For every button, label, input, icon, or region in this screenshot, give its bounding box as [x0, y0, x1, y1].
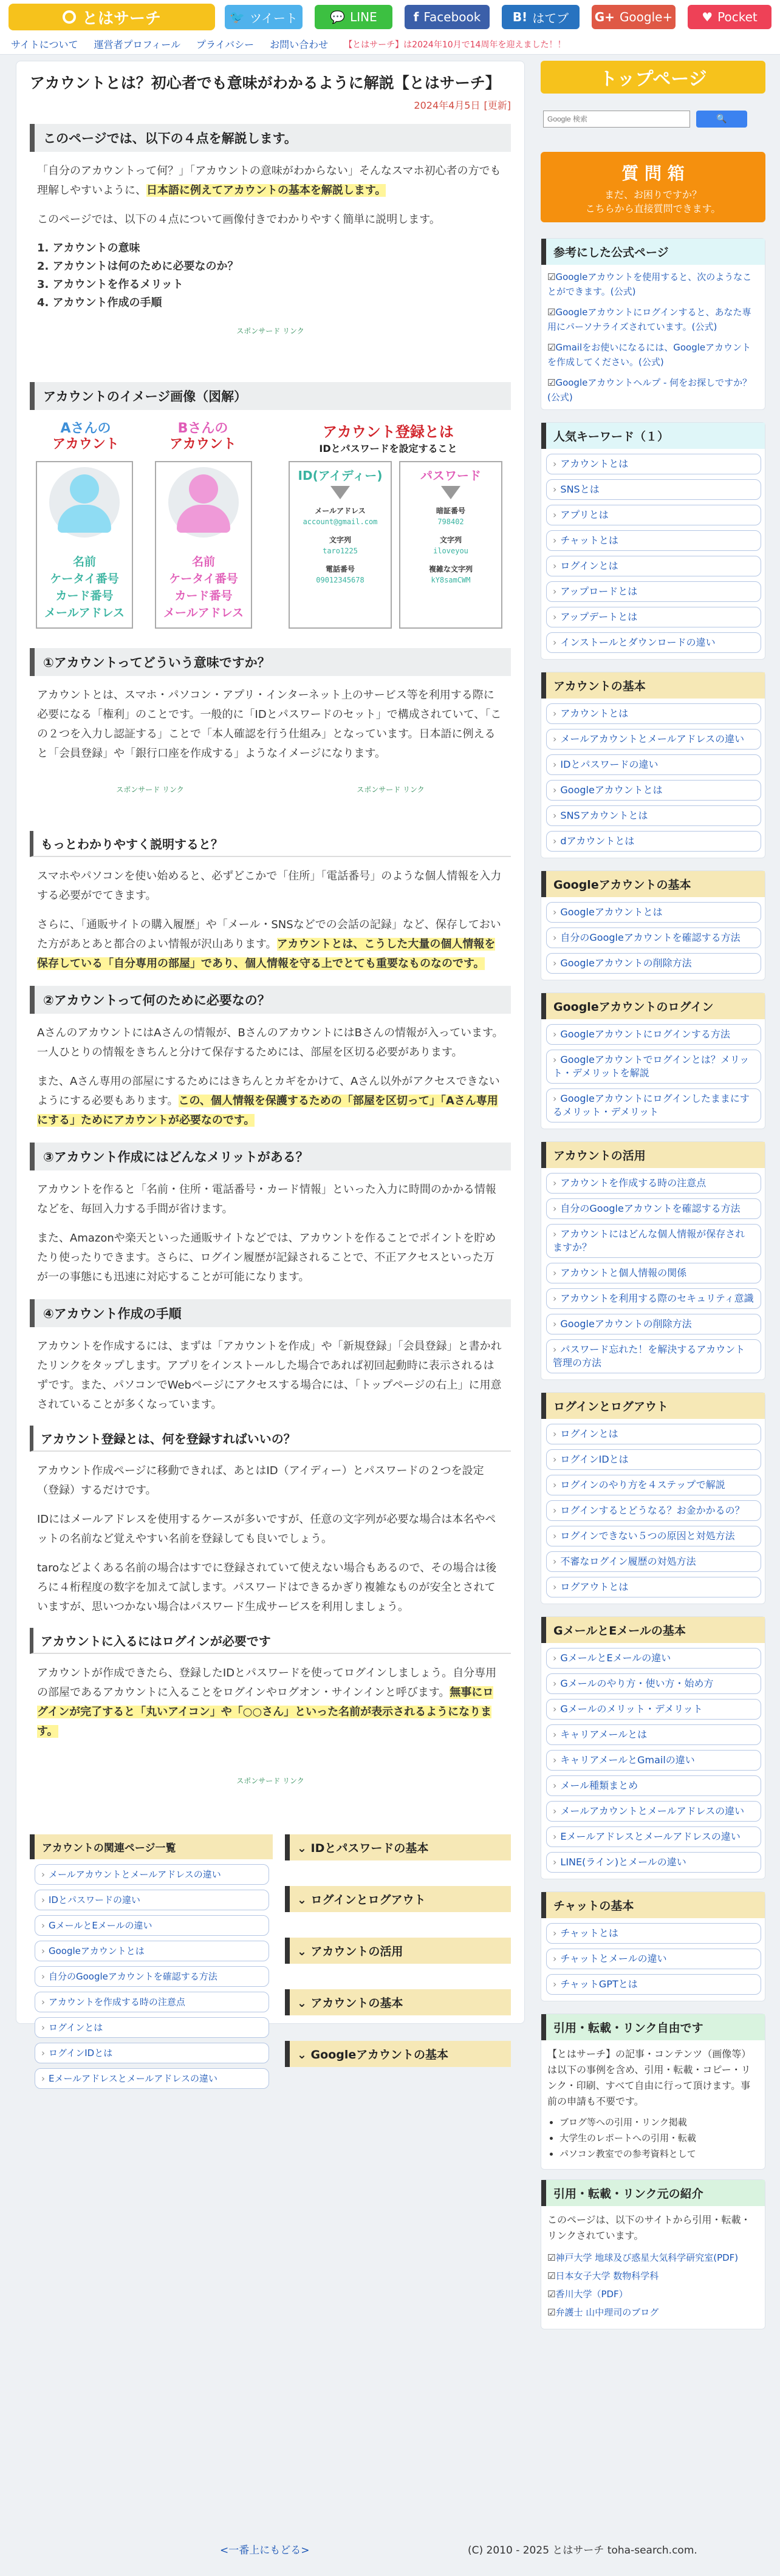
list-item: • パソコン教室での参考資料として	[559, 2146, 759, 2162]
related-link[interactable]: › Eメールアドレスとメールアドレスの違い	[35, 2068, 269, 2089]
a-account-label	[43, 421, 128, 453]
intro-paragraph-2: このページでは、以下の４点について画像付きでわかりやすく簡単に説明します。	[37, 213, 440, 226]
quote-paragraph: 【とはサーチ】の記事・コンテンツ（画像等）は以下の事例を含め、引用・転載・コピー・リンク・印刷、すべて自由に行って頂けます。事前の申請も不要です。	[547, 2048, 751, 2107]
a-info-list	[37, 553, 132, 621]
facebook-button[interactable]	[405, 5, 490, 29]
site-logo[interactable]	[9, 4, 215, 30]
hatena-button[interactable]	[502, 5, 580, 29]
external-link-icon: ☑	[547, 2252, 556, 2263]
official-box	[541, 238, 765, 410]
chevron-down-icon: ⌄	[297, 1945, 311, 1958]
accordion-label: アカウントの基本	[310, 1997, 403, 2010]
nav-privacy[interactable]: プライバシー	[196, 39, 255, 50]
google-heading: Googleアカウントの基本	[541, 871, 765, 897]
intro-highlight: 日本語に例えてアカウントの基本を解説します。	[146, 184, 386, 197]
external-link-icon: ☑	[547, 272, 556, 282]
sidebar-item[interactable]: › チャットとは	[546, 1923, 761, 1944]
official-list	[541, 265, 765, 405]
sidebar-item[interactable]: › アップロードとは	[546, 581, 761, 602]
official-link-text[interactable]: Googleアカウントにログインすると、あなた専用にパーソナライズされています。(公式)	[547, 307, 751, 332]
source-box	[541, 2179, 765, 2329]
sidebar-item[interactable]: › アカウントと個人情報の関係	[546, 1263, 761, 1283]
s4c-heading: アカウントに入るにはログインが必要です	[30, 1628, 511, 1654]
s2-highlight: この、個人情報を保護するための「部屋を区切って」「Aさん専用にする」ためにアカウントが必要なのです。	[37, 1095, 498, 1127]
sidebar-item[interactable]: › 自分のGoogleアカウントを確認する方法	[546, 928, 761, 948]
s1b-paragraph-2	[37, 915, 504, 974]
official-link-text[interactable]: Googleアカウントヘルプ - 何をお探しですか？(公式)	[547, 377, 752, 403]
sponsor-row	[30, 784, 511, 794]
id-phone-label: 電話番号	[325, 565, 355, 573]
sidebar-item[interactable]: › SNSアカウントとは	[546, 805, 761, 826]
a-line: 名前	[72, 555, 96, 569]
account-illustration	[30, 417, 511, 636]
pw-text: iloveyou	[433, 547, 468, 555]
search-form	[541, 111, 765, 128]
bird-icon: 🐦	[230, 10, 245, 24]
official-link-text[interactable]: Gmailをお使いになるには、Googleアカウントを作成してください。(公式)	[547, 342, 751, 367]
s2-heading: ②アカウントって何のために必要なの？	[30, 986, 511, 1014]
sponsor-label: スポンサード リンク	[236, 1777, 304, 1785]
official-link[interactable]	[547, 375, 759, 405]
sidebar-item[interactable]: › Googleアカウントとは	[546, 780, 761, 801]
source-link-text[interactable]: 日本女子大学 数物科学科	[555, 2270, 659, 2281]
sidebar-item[interactable]: › ログインとは	[546, 556, 761, 576]
nav-about[interactable]: サイトについて	[11, 39, 78, 50]
tweet-button[interactable]	[225, 5, 303, 29]
sidebar-item[interactable]: › Eメールアドレスとメールアドレスの違い	[546, 1826, 761, 1847]
s3-paragraph-2: また、Amazonや楽天といった通販サイトなどでは、アカウントを作ることでポイントを貯めたり使ったりできます。さらに、ログイン履歴が記録されることで、不正アクセスといった万が一の事態にも迅速に対応することが可能になります。	[37, 1232, 496, 1283]
sidebar-item[interactable]: › LINE(ライン)とメールの違い	[546, 1852, 761, 1873]
id-text: taro1225	[323, 547, 358, 555]
official-link-text[interactable]: Googleアカウントを使用すると、次のようなことができます。(公式)	[547, 272, 752, 297]
glogin-box	[541, 992, 765, 1129]
source-link[interactable]	[547, 2285, 759, 2303]
sidebar	[541, 61, 765, 2329]
s1-heading: ①アカウントってどういう意味ですか？	[30, 648, 511, 676]
pw-complex-label: 複雑な文字列	[428, 565, 473, 573]
accordion-basic[interactable]	[285, 1989, 511, 2015]
sidebar-item[interactable]: › メールアカウントとメールアドレスの違い	[546, 729, 761, 750]
footer	[0, 2533, 780, 2576]
chat-heading: チャットの基本	[541, 1892, 765, 1918]
intro-heading: このページでは、以下の４点を解説します。	[30, 124, 511, 152]
question-title: 質 問 箱	[621, 163, 685, 183]
sidebar-item[interactable]: › ログインするとどうなる？お金かかるの？	[546, 1500, 761, 1521]
chevron-down-icon: ⌄	[297, 1842, 311, 1855]
google-box	[541, 870, 765, 980]
id-title: ID(アイディー)	[298, 468, 383, 483]
news-ticker: 【とはサーチ】は2024年10月で14周年を迎えました！！	[344, 39, 566, 50]
avatar-icon	[70, 474, 99, 504]
s4-heading: ④アカウント作成の手順	[30, 1299, 511, 1327]
s1b-text: さらに、「通販サイトの購入履歴」や「メール・SNSなどでの会話の記録」など、保存しておいた方があとあと都合のよい情報が沢山あります。	[37, 918, 501, 951]
sidebar-item[interactable]: › アプリとは	[546, 505, 761, 525]
external-link-icon: ☑	[547, 2270, 556, 2281]
search-input[interactable]	[543, 111, 690, 128]
id-text-label: 文字列	[329, 536, 351, 544]
share-label: Pocket	[717, 10, 758, 24]
share-label: Google+	[619, 10, 673, 24]
global-nav	[0, 34, 780, 55]
popular-box	[541, 422, 765, 660]
a-line: カード番号	[55, 589, 114, 603]
related-link[interactable]: › GメールとEメールの違い	[35, 1915, 269, 1936]
related-link[interactable]: › Googleアカウントとは	[35, 1941, 269, 1961]
intro-paragraph	[37, 162, 504, 200]
official-link[interactable]	[547, 270, 759, 299]
logo-text: とはサーチ	[81, 9, 161, 28]
sidebar-item[interactable]: › アップデートとは	[546, 607, 761, 627]
sidebar-item[interactable]: › ログアウトとは	[546, 1577, 761, 1597]
s4-paragraph: アカウントを作成するには、まずは「アカウントを作成」や「新規登録」「会員登録」と書かれたリンクをタップします。アプリをインストールした場合であれば初回起動時に表示されるはずです。また、パソコンでWebページにアクセスする場合には、「トップページの右上」に用意されていることが多くなっています。	[37, 1340, 502, 1411]
sidebar-item[interactable]: › メールアカウントとメールアドレスの違い	[546, 1801, 761, 1822]
share-label: はてブ	[532, 10, 569, 26]
pocket-button[interactable]	[688, 5, 771, 29]
id-phone: 09012345678	[316, 576, 364, 584]
arrow-down-icon	[441, 486, 460, 499]
source-heading: 引用・転載・リンク元の紹介	[541, 2180, 765, 2206]
chat-bubble-icon: 💬	[330, 10, 346, 24]
s1b-highlight: アカウントとは、こうした大量の個人情報を保存している「自分専用の部屋」であり、個人情報を守る上でとても重要なものなのです。	[37, 938, 496, 970]
sidebar-item[interactable]: › チャットとメールの違い	[546, 1949, 761, 1969]
hatena-icon: B!	[512, 10, 528, 24]
a-sub: アカウント	[52, 437, 119, 452]
chat-box	[541, 1891, 765, 2001]
id-mail: account@gmail.com	[303, 518, 378, 526]
source-link-text[interactable]: 香川大学（PDF）	[555, 2289, 628, 2300]
list-item: • 大学生のレポートへの引用・転載	[559, 2130, 759, 2146]
s2-paragraph-2	[37, 1072, 504, 1130]
related-link[interactable]: › ログインIDとは	[35, 2043, 269, 2063]
sidebar-item[interactable]: › ログインのやり方を４ステップで解説	[546, 1475, 761, 1495]
b-title: Bさんの	[177, 421, 228, 436]
sidebar-item[interactable]: › GメールとEメールの違い	[546, 1648, 761, 1669]
sidebar-item[interactable]: › アカウントとは	[546, 454, 761, 474]
popular-heading: 人気キーワード（１）	[541, 423, 765, 449]
pw-text-label: 文字列	[439, 536, 462, 544]
official-link[interactable]	[547, 305, 759, 334]
top-page-button[interactable]: トップページ	[541, 61, 765, 94]
s4c-paragraph	[37, 1664, 504, 1741]
sidebar-item[interactable]: › 自分のGoogleアカウントを確認する方法	[546, 1198, 761, 1219]
a-line: ケータイ番号	[50, 572, 119, 586]
glogin-heading: Googleアカウントのログイン	[541, 993, 765, 1019]
chevron-down-icon: ⌄	[297, 1997, 311, 2010]
sidebar-item[interactable]: › インストールとダウンロードの違い	[546, 632, 761, 653]
sidebar-item[interactable]: › SNSとは	[546, 479, 761, 500]
source-link[interactable]	[547, 2249, 759, 2267]
sidebar-item[interactable]: › Googleアカウントの削除方法	[546, 1314, 761, 1334]
external-link-icon: ☑	[547, 2289, 556, 2300]
s4b-paragraph: アカウント作成ページに移動できれば、あとはID（アイディー）とパスワードの２つを設定（登録）するだけです。	[37, 1464, 484, 1497]
chevron-down-icon: ⌄	[297, 2048, 311, 2062]
line-button[interactable]	[315, 5, 392, 29]
accordion-label: Googleアカウントの基本	[310, 2048, 449, 2062]
b-line: カード番号	[174, 589, 233, 603]
sidebar-item[interactable]: › dアカウントとは	[546, 831, 761, 852]
b-line: メールアドレス	[163, 606, 244, 620]
s4c-text: アカウントが作成できたら、登録したIDとパスワードを使ってログインしましょう。自分専用の部屋であるアカウントに入ることをログインやログオン・サインインと呼びます。	[37, 1667, 497, 1699]
use-box	[541, 1141, 765, 1380]
sidebar-item[interactable]: › ログインとは	[546, 1424, 761, 1444]
sidebar-item[interactable]: › 不審なログイン履歴の対処方法	[546, 1551, 761, 1572]
s1b-paragraph: スマホやパソコンを使い始めると、必ずどこかで「住所」「電話番号」のような個人情報を入力する必要がでてきます。	[37, 870, 502, 902]
official-heading: 参考にした公式ページ	[541, 239, 765, 265]
accordion-use[interactable]	[285, 1938, 511, 1964]
accordion-list	[285, 1834, 511, 2067]
b-info-list	[156, 553, 251, 621]
sidebar-item[interactable]: › アカウントにはどんな個人情報が保存されますか？	[546, 1224, 761, 1258]
nav-contact[interactable]: お問い合わせ	[270, 39, 329, 50]
related-link[interactable]: › 自分のGoogleアカウントを確認する方法	[35, 1966, 269, 1987]
external-link-icon: ☑	[547, 307, 556, 318]
source-link-text[interactable]: 弁護士 山中理司のブログ	[555, 2307, 659, 2318]
source-link-text[interactable]: 神戸大学 地球及び惑星大気科学研究室(PDF)	[555, 2252, 739, 2263]
registration-label	[273, 420, 504, 455]
related-section	[30, 1834, 511, 2120]
login-heading: ログインとログアウト	[541, 1393, 765, 1419]
s3-heading: ③アカウント作成にはどんなメリットがある？	[30, 1143, 511, 1170]
top-bar	[0, 0, 780, 34]
arrow-down-icon	[330, 486, 350, 499]
sidebar-item[interactable]: › チャットGPTとは	[546, 1974, 761, 1995]
copyright: (C) 2010 - 2025 とはサーチ toha-search.com.	[468, 2544, 697, 2557]
sidebar-item[interactable]: › キャリアメールとGmailの違い	[546, 1750, 761, 1771]
list-item: 1. アカウントの意味	[37, 242, 140, 255]
sidebar-item[interactable]: › Googleアカウントにログインする方法	[546, 1024, 761, 1045]
pocket-icon: ♥	[702, 10, 713, 24]
magnifier-icon	[63, 10, 76, 24]
quote-box	[541, 2014, 765, 2170]
list-item: 4. アカウント作成の手順	[37, 296, 162, 309]
basic-heading: アカウントの基本	[541, 672, 765, 699]
share-label: ツイート	[249, 10, 298, 26]
source-list	[541, 2244, 765, 2321]
a-line: メールアドレス	[44, 606, 125, 620]
pw-complex: kY8samCWM	[431, 576, 471, 584]
pw-title: パスワード	[420, 468, 481, 483]
sidebar-item[interactable]: › アカウントを作成する時の注意点	[546, 1173, 761, 1194]
list-item: • ブログ等への引用・リンク掲載	[559, 2114, 759, 2130]
b-account-card	[155, 461, 252, 629]
id-pane	[289, 461, 392, 629]
sidebar-item[interactable]: › キャリアメールとは	[546, 1724, 761, 1745]
quote-heading: 引用・転載・リンク自由です	[541, 2014, 765, 2040]
s4b-paragraph-2: IDにはメールアドレスを使用するケースが多いですが、任意の文字列が必要な場合は本名やペットの名前など覚えやすい名前を登録しても良いでしょう。	[37, 1513, 496, 1545]
avatar-icon	[189, 474, 218, 504]
id-mail-label: メールアドレス	[315, 507, 366, 515]
a-title: Aさんの	[60, 421, 111, 436]
sidebar-item[interactable]: › Gメールのやり方・使い方・始め方	[546, 1673, 761, 1694]
related-link[interactable]: › メールアカウントとメールアドレスの違い	[35, 1864, 269, 1885]
related-link[interactable]: › ログインとは	[35, 2017, 269, 2038]
pw-num: 798402	[437, 518, 464, 526]
s1b-heading: もっとわかりやすく説明すると？	[30, 831, 511, 857]
nav-profile[interactable]: 運営者プロフィール	[94, 39, 180, 50]
sidebar-item[interactable]: › Googleアカウントとは	[546, 902, 761, 923]
b-sub: アカウント	[169, 437, 236, 452]
sidebar-item[interactable]: › チャットとは	[546, 530, 761, 551]
accordion-login[interactable]	[285, 1886, 511, 1912]
intro-text: 「自分のアカウントって何？」「アカウントの意味がわからない」そんなスマホ初心者の方でも理解しやすいように、	[37, 165, 501, 197]
sidebar-item[interactable]: › Googleアカウントの削除方法	[546, 953, 761, 974]
gmail-heading: GメールとEメールの基本	[541, 1617, 765, 1643]
b-line: ケータイ番号	[169, 572, 238, 586]
gmail-box	[541, 1616, 765, 1879]
page-title: アカウントとは？初心者でも意味がわかるように解説【とはサーチ】	[30, 74, 501, 92]
search-button[interactable]: 🔍	[696, 111, 747, 128]
use-heading: アカウントの活用	[541, 1142, 765, 1168]
google-plus-button[interactable]	[592, 5, 676, 29]
sponsor-label: スポンサード リンク	[236, 327, 304, 335]
list-item: 2. アカウントは何のために必要なのか？	[37, 260, 239, 273]
reg-sub: IDとパスワードを設定すること	[319, 443, 457, 454]
question-sub: まだ、お困りですか？	[604, 189, 702, 200]
sidebar-item[interactable]: › Gメールのメリット・デメリット	[546, 1699, 761, 1720]
login-box	[541, 1392, 765, 1604]
external-link-icon: ☑	[547, 342, 556, 353]
accordion-label: IDとパスワードの基本	[310, 1842, 429, 1855]
chevron-down-icon: ⌄	[297, 1893, 311, 1907]
google-plus-icon: G+	[594, 10, 615, 24]
accordion-idpw[interactable]	[285, 1834, 511, 1860]
reg-title: アカウント登録とは	[323, 423, 454, 440]
facebook-icon: f	[413, 10, 419, 24]
sidebar-item[interactable]: › アカウントとは	[546, 703, 761, 724]
source-paragraph: このページは、以下のサイトから引用・転載・リンクされています。	[547, 2214, 751, 2241]
s4b-paragraph-3: taroなどよくある名前の場合はすでに登録されていて使えない場合もあるので、その場合は後ろに４桁程度の数字を加えて試します。パスワードはできるかぎり複雑なものが安全とされていますが、思いつかない場合はパスワード生成サービスを利用しましょう。	[37, 1562, 497, 1613]
pw-num-label: 暗証番号	[436, 507, 465, 515]
id-examples	[290, 505, 391, 586]
s2-paragraph: AさんのアカウントにはAさんの情報が、BさんのアカウントにはBさんの情報が入っています。一人ひとりの情報をきちんと分けて保存するためには、部屋を区切る必要があります。	[37, 1027, 504, 1059]
question-sub: こちらから直接質問できます。	[585, 203, 721, 214]
sidebar-item[interactable]: › ログインIDとは	[546, 1449, 761, 1470]
points-list	[37, 239, 504, 312]
sidebar-item[interactable]: › パスワード忘れた！を解決するアカウント管理の方法	[546, 1339, 761, 1373]
share-label: Facebook	[423, 10, 481, 24]
source-link[interactable]	[547, 2303, 759, 2321]
image-heading: アカウントのイメージ画像（図解）	[30, 382, 511, 410]
official-link[interactable]	[547, 340, 759, 369]
related-list	[30, 1834, 273, 2089]
basic-box	[541, 672, 765, 858]
external-link-icon: ☑	[547, 2307, 556, 2318]
question-box[interactable]	[541, 152, 765, 222]
list-item: 3. アカウントを作るメリット	[37, 278, 183, 291]
article	[16, 61, 525, 2084]
sidebar-item[interactable]: › メール種類まとめ	[546, 1775, 761, 1796]
accordion-label: アカウントの活用	[310, 1945, 403, 1958]
accordion-google[interactable]	[285, 2041, 511, 2067]
s1-paragraph: アカウントとは、スマホ・パソコン・アプリ・インターネット上のサービス等を利用する際に必要になる「権利」のことです。一般的に「IDとパスワードのセット」で構成されていて、「この２つを入力し認証する」ことで「本人確認を行う仕組み」となっています。日本語に例えると「会員登録」や「銀行口座を作成する」ようなイメージになります。	[37, 689, 502, 760]
s4b-heading: アカウント登録とは、何を登録すればいいの？	[30, 1426, 511, 1452]
quote-list	[541, 2110, 765, 2162]
date-text: 2024年4月5日	[414, 100, 481, 111]
related-link[interactable]: › IDとパスワードの違い	[35, 1890, 269, 1910]
updated-label: [更新]	[484, 100, 511, 111]
s2-text: また、Aさん専用の部屋にするためにはきちんとカギをかけて、Aさん以外がアクセスできないようにする必要もあります。	[37, 1075, 500, 1107]
accordion-label: ログインとログアウト	[310, 1893, 426, 1907]
back-to-top-link[interactable]: <一番上にもどる>	[220, 2544, 310, 2557]
sidebar-item[interactable]: › Googleアカウントでログインとは？メリット・デメリットを解説	[546, 1050, 761, 1084]
b-line: 名前	[191, 555, 215, 569]
sidebar-item[interactable]: › IDとパスワードの違い	[546, 754, 761, 775]
pw-examples	[400, 505, 501, 586]
sponsor-label: スポンサード リンク	[357, 785, 425, 794]
related-link[interactable]: › アカウントを作成する時の注意点	[35, 1992, 269, 2012]
s4c-highlight: 無事にログインが完了すると「丸いアイコン」や「○○さん」といった名前が表示されるようになります。	[37, 1686, 494, 1738]
sidebar-item[interactable]: › Googleアカウントにログインしたままにするメリット・デメリット	[546, 1088, 761, 1122]
share-label: LINE	[350, 10, 377, 24]
password-pane	[399, 461, 502, 629]
external-link-icon: ☑	[547, 377, 556, 388]
sidebar-item[interactable]: › アカウントを利用する際のセキュリティ意識	[546, 1288, 761, 1309]
a-account-card	[36, 461, 133, 629]
sidebar-item[interactable]: › ログインできない５つの原因と対処方法	[546, 1526, 761, 1546]
source-link[interactable]	[547, 2267, 759, 2285]
publish-date	[30, 98, 511, 112]
sponsor-label: スポンサード リンク	[116, 785, 184, 794]
b-account-label	[160, 421, 245, 453]
related-heading: アカウントの関連ページ一覧	[30, 1834, 273, 1859]
s3-paragraph: アカウントを作ると「名前・住所・電話番号・カード情報」といった入力に時間のかかる情報などを、毎回入力する手間が省けます。	[37, 1183, 496, 1215]
